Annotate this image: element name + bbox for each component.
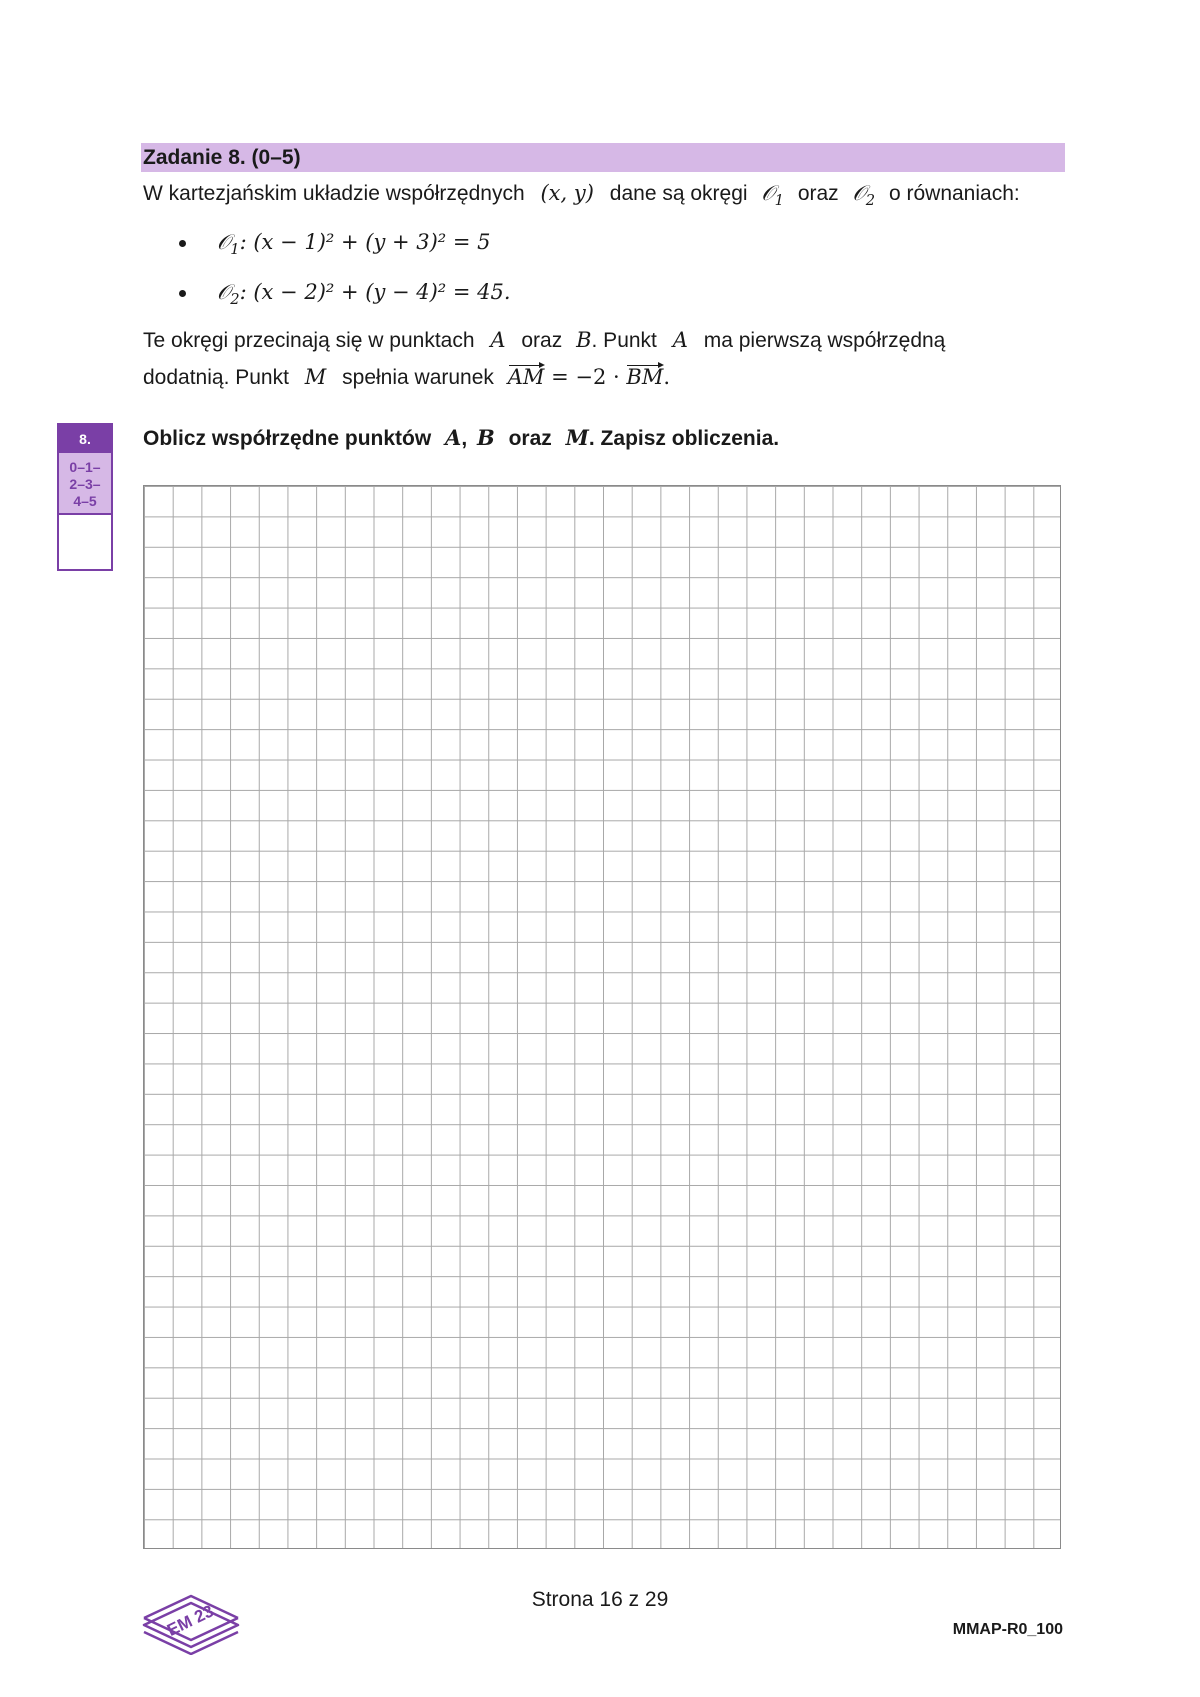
para2-text-4: ma pierwszą współrzędną bbox=[703, 329, 946, 352]
intro-text-1: W kartezjańskim układzie współrzędnych bbox=[143, 182, 525, 205]
intersection-paragraph-line-2 bbox=[143, 363, 670, 392]
score-points-line: 0–1– bbox=[69, 459, 101, 475]
instruction-comma: , bbox=[461, 427, 468, 450]
intersection-paragraph-line-1 bbox=[143, 326, 945, 355]
instruction-text-3: . Zapisz obliczenia. bbox=[588, 427, 780, 450]
score-task-number: 8. bbox=[59, 425, 111, 453]
instruction-text-1: Oblicz współrzędne punktów bbox=[143, 427, 432, 450]
score-points-line: 4–5 bbox=[73, 493, 97, 509]
instruction-point-m: M bbox=[565, 425, 589, 450]
circle-o2-symbol: 𝒪$_2$ bbox=[852, 181, 876, 210]
instruction-point-a: A bbox=[445, 425, 462, 450]
para2-text-5: dodatnią. Punkt bbox=[143, 366, 289, 389]
point-b: B bbox=[576, 328, 592, 352]
bullet-item-o2 bbox=[181, 278, 511, 314]
intro-paragraph bbox=[143, 179, 1020, 215]
document-code: MMAP-R0_100 bbox=[952, 1621, 1063, 1638]
point-a: A bbox=[490, 328, 506, 352]
task-instruction bbox=[143, 424, 779, 453]
equation-o2: 𝒪$_2$: (x − 2)² + (y − 4)² = 45. bbox=[217, 280, 511, 309]
vector-am: AM bbox=[507, 365, 545, 389]
vector-bm: BM bbox=[626, 365, 664, 389]
vector-condition-mid: = −2 · bbox=[551, 365, 620, 389]
para2-text-1: Te okręgi przecinają się w punktach bbox=[143, 329, 475, 352]
score-box bbox=[57, 423, 113, 571]
intro-text-3: oraz bbox=[797, 182, 839, 205]
para2-text-3: . Punkt bbox=[591, 329, 657, 352]
page-number: Strona 16 z 29 bbox=[531, 1588, 669, 1611]
instruction-text-2: oraz bbox=[508, 427, 552, 450]
score-points bbox=[59, 453, 111, 515]
bullet-item-o1 bbox=[181, 228, 491, 264]
bullet-dot-icon bbox=[179, 240, 186, 247]
answer-grid[interactable] bbox=[143, 485, 1061, 1549]
equation-o1: 𝒪$_1$: (x − 1)² + (y + 3)² = 5 bbox=[217, 230, 491, 259]
vector-condition-end: . bbox=[663, 365, 671, 389]
instruction-point-b: B bbox=[477, 425, 495, 450]
bullet-dot-icon bbox=[179, 290, 186, 297]
coords: (x, y) bbox=[540, 181, 594, 205]
intro-text-2: dane są okręgi bbox=[609, 182, 748, 205]
para2-text-6: spełnia warunek bbox=[342, 366, 494, 389]
para2-text-2: oraz bbox=[521, 329, 563, 352]
point-a-2: A bbox=[672, 328, 688, 352]
score-entry-field[interactable] bbox=[59, 515, 111, 569]
vector-condition bbox=[508, 365, 670, 389]
circle-o1-symbol: 𝒪$_1$ bbox=[761, 181, 784, 210]
logo-text: EM 23 bbox=[164, 1601, 217, 1640]
score-points-line: 2–3– bbox=[69, 476, 101, 492]
point-m: M bbox=[304, 365, 327, 389]
intro-text-4: o równaniach: bbox=[888, 182, 1020, 205]
task-header: Zadanie 8. (0–5) bbox=[141, 143, 1065, 172]
